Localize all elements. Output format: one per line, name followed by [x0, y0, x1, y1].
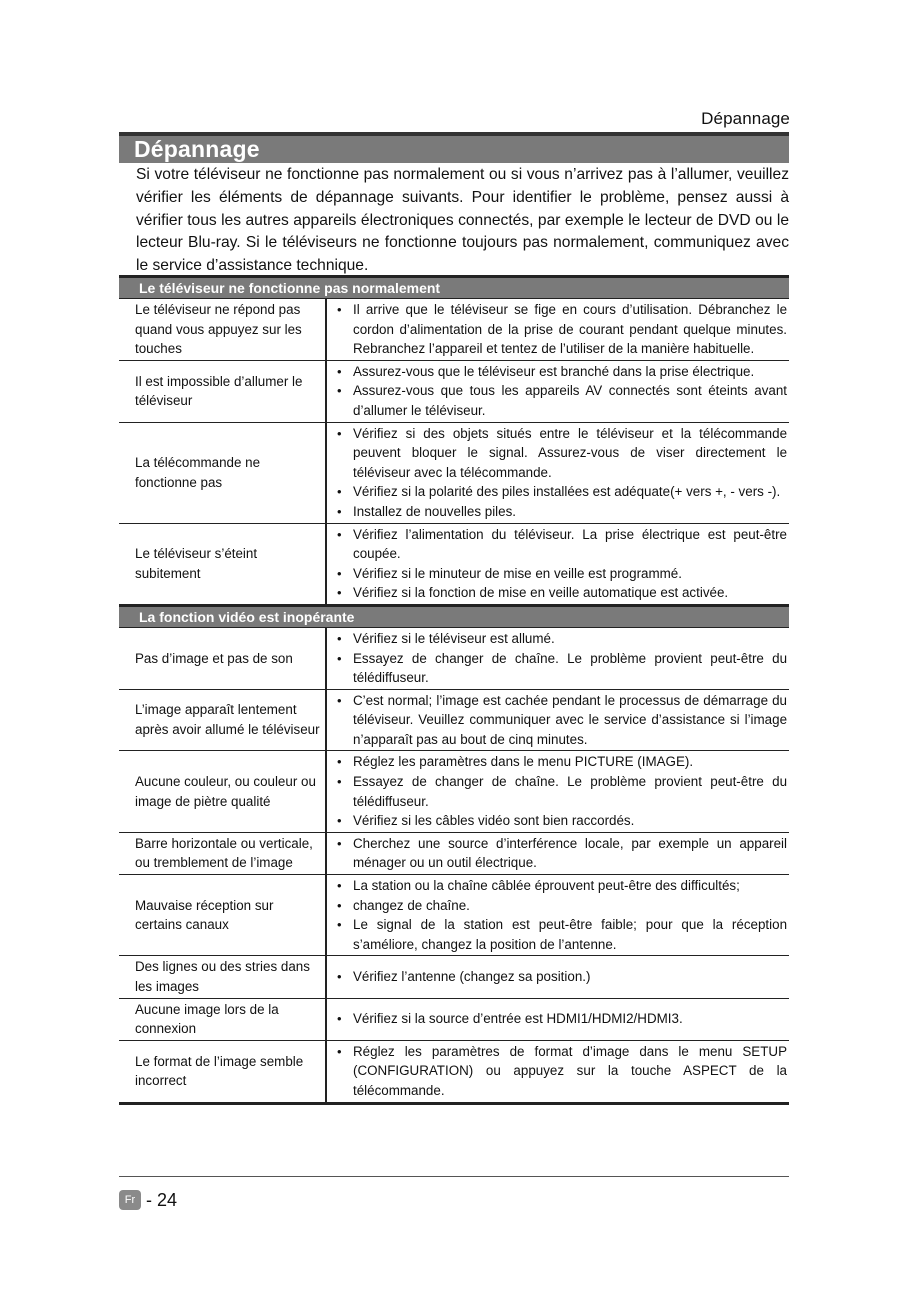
problem-cell: Le téléviseur s’éteint subitement: [119, 523, 326, 605]
problem-cell: Il est impossible d’allumer le téléviseur: [119, 360, 326, 422]
bullet-icon: •: [337, 630, 342, 646]
solution-list: [335, 876, 787, 954]
solution-cell: [326, 689, 789, 751]
bullet-icon: •: [337, 754, 342, 770]
solution-text: Il arrive que le téléviseur se fige en cours d’utilisation. Débranchez le cordon d’alimentation de la prise de courant pendant quelque minutes. Rebranchez l’appareil et tentez de l’utiliser de la manière habituelle.: [353, 302, 788, 357]
solution-text: Vérifiez l’antenne (changez sa position.): [353, 969, 591, 985]
problem-cell: Aucune image lors de la connexion: [119, 998, 326, 1040]
solution-item: [335, 752, 787, 772]
solution-text: Assurez-vous que tous les appareils AV connectés sont éteints avant d’allumer le téléviseur.: [353, 383, 788, 418]
solution-list: [335, 1042, 787, 1101]
solution-text: Vérifiez si les câbles vidéo sont bien raccordés.: [353, 813, 635, 829]
solution-item: [335, 876, 787, 896]
solution-item: [335, 1042, 787, 1101]
intro-paragraph: Si votre téléviseur ne fonctionne pas normalement ou si vous n’arrivez pas à l’allumer, veuillez vérifier les éléments de dépannage suivants. Pour identifier le problème, pensez aussi à vérifier tous les autres appareils électroniques connectés, par exemple le lecteur de DVD ou le lecteur Blu-ray. Si le téléviseurs ne fonctionne toujours pas normalement, communiquez avec le service d’assistance technique.: [136, 166, 789, 275]
bullet-icon: •: [337, 969, 342, 985]
table-row: [119, 832, 789, 874]
solution-item: [335, 502, 787, 522]
solution-cell: [326, 523, 789, 605]
table-row: [119, 360, 789, 422]
bullet-icon: •: [337, 363, 342, 379]
solution-list: [335, 525, 787, 603]
troubleshooting-table-body: [119, 277, 789, 1104]
solution-text: Cherchez une source d’interférence locale, par exemple un appareil ménager ou un outil électrique.: [353, 835, 788, 871]
page-number: - 24: [146, 1189, 178, 1210]
bullet-icon: •: [337, 650, 342, 666]
bullet-icon: •: [337, 917, 342, 933]
solution-text: Essayez de changer de chaîne. Le problème provient peut-être du télédiffuseur.: [353, 774, 788, 809]
table-row: [119, 956, 789, 998]
bullet-icon: •: [337, 1011, 342, 1027]
solution-item: [335, 629, 787, 649]
solution-cell: [326, 751, 789, 832]
bullet-icon: •: [337, 425, 342, 441]
bullet-icon: •: [337, 503, 342, 519]
problem-cell: Des lignes ou des stries dans les images: [119, 956, 326, 998]
solution-item: [335, 915, 787, 954]
solution-text: Essayez de changer de chaîne. Le problème provient peut-être du télédiffuseur.: [353, 650, 788, 686]
bullet-icon: •: [337, 1043, 342, 1059]
solution-text: changez de chaîne.: [353, 897, 470, 913]
bullet-icon: •: [337, 526, 342, 542]
solution-list: [335, 691, 787, 750]
solution-item: [335, 811, 787, 831]
solution-text: Vérifiez si des objets situés entre le téléviseur et la télécommande peuvent bloquer le signal. Assurez-vous de viser directement le téléviseur avec la télécommande.: [353, 425, 788, 480]
table-section-header: [119, 277, 789, 299]
solution-cell: [326, 627, 789, 689]
bullet-icon: •: [337, 878, 342, 894]
solution-list: [335, 362, 787, 421]
solution-item: [335, 381, 787, 420]
problem-cell: Aucune couleur, ou couleur ou image de piètre qualité: [119, 751, 326, 832]
bullet-icon: •: [337, 585, 342, 601]
bullet-icon: •: [337, 835, 342, 851]
solution-text: La station ou la chaîne câblée éprouvent peut-être des difficultés;: [353, 878, 740, 894]
solution-cell: [326, 956, 789, 998]
solution-item: [335, 967, 787, 987]
solution-text: Installez de nouvelles piles.: [353, 503, 517, 519]
solution-item: [335, 1009, 787, 1029]
solution-cell: [326, 299, 789, 361]
solution-item: [335, 772, 787, 811]
problem-cell: La télécommande ne fonctionne pas: [119, 422, 326, 523]
bullet-icon: •: [337, 302, 342, 317]
bullet-icon: •: [337, 897, 342, 913]
solution-cell: [326, 1040, 789, 1103]
bullet-icon: •: [337, 774, 342, 790]
solution-text: Vérifiez si le minuteur de mise en veille est programmé.: [353, 565, 682, 581]
section-title-bar: [119, 132, 789, 163]
solution-text: Réglez les paramètres dans le menu PICTURE (IMAGE).: [353, 754, 694, 770]
solution-text: Vérifiez si la polarité des piles installées est adéquate(+ vers +, - vers -).: [353, 484, 781, 500]
table-row: [119, 1040, 789, 1103]
problem-cell: Le format de l’image semble incorrect: [119, 1040, 326, 1103]
solution-item: [335, 300, 787, 359]
solution-list: [335, 300, 787, 359]
troubleshooting-table: [119, 275, 789, 1105]
solution-list: [335, 967, 787, 987]
problem-cell: Le téléviseur ne répond pas quand vous appuyez sur les touches: [119, 299, 326, 361]
solution-item: [335, 691, 787, 750]
solution-text: Vérifiez l’alimentation du téléviseur. La prise électrique est peut-être coupée.: [353, 526, 788, 562]
solution-list: [335, 629, 787, 688]
solution-item: [335, 896, 787, 916]
problem-cell: L’image apparaît lentement après avoir allumé le téléviseur: [119, 689, 326, 751]
solution-list: [335, 1009, 787, 1029]
page-title: Dépannage: [134, 136, 260, 162]
solution-item: [335, 482, 787, 502]
solution-item: [335, 834, 787, 873]
solution-item: [335, 424, 787, 483]
solution-cell: [326, 875, 789, 956]
table-row: [119, 998, 789, 1040]
solution-text: Réglez les paramètres de format d’image dans le menu SETUP (CONFIGURATION) ou appuyez sur la touche ASPECT de la télécommande.: [353, 1043, 788, 1098]
solution-item: [335, 649, 787, 688]
bullet-icon: •: [337, 484, 342, 500]
table-row: [119, 422, 789, 523]
problem-cell: Barre horizontale ou verticale, ou tremblement de l’image: [119, 832, 326, 874]
page-footer: [119, 1189, 177, 1211]
solution-item: [335, 564, 787, 584]
solution-list: [335, 424, 787, 522]
problem-cell: Pas d’image et pas de son: [119, 627, 326, 689]
solution-list: [335, 752, 787, 830]
solution-cell: [326, 422, 789, 523]
footer-divider: [119, 1176, 789, 1177]
solution-cell: [326, 998, 789, 1040]
section-heading: La fonction vidéo est inopérante: [119, 605, 789, 627]
table-section-header: [119, 605, 789, 627]
solution-text: Le signal de la station est peut-être faible; pour que la réception s’améliore, changez la position de l’antenne.: [353, 917, 788, 952]
solution-item: [335, 583, 787, 603]
solution-text: Vérifiez si la source d’entrée est HDMI1/HDMI2/HDMI3.: [353, 1011, 683, 1027]
bullet-icon: •: [337, 692, 342, 708]
problem-cell: Mauvaise réception sur certains canaux: [119, 875, 326, 956]
bullet-icon: •: [337, 813, 342, 829]
table-row: [119, 751, 789, 832]
bullet-icon: •: [337, 565, 342, 581]
table-row: [119, 523, 789, 605]
language-badge: Fr: [119, 1190, 141, 1210]
table-row: [119, 875, 789, 956]
solution-text: C’est normal; l’image est cachée pendant le processus de démarrage du téléviseur. Veuillez communiquer avec le service d’assistance si l’image n’apparaît pas au bout de cinq minutes.: [353, 692, 788, 747]
solution-cell: [326, 832, 789, 874]
solution-item: [335, 362, 787, 382]
solution-text: Assurez-vous que le téléviseur est branché dans la prise électrique.: [353, 363, 755, 379]
running-header: Dépannage: [701, 109, 790, 128]
table-row: [119, 689, 789, 751]
table-row: [119, 627, 789, 689]
solution-text: Vérifiez si la fonction de mise en veille automatique est activée.: [353, 585, 729, 601]
solution-item: [335, 525, 787, 564]
section-heading: Le téléviseur ne fonctionne pas normalement: [119, 277, 789, 299]
solution-cell: [326, 360, 789, 422]
table-row: [119, 299, 789, 361]
solution-list: [335, 834, 787, 873]
solution-text: Vérifiez si le téléviseur est allumé.: [353, 630, 555, 646]
bullet-icon: •: [337, 383, 342, 399]
